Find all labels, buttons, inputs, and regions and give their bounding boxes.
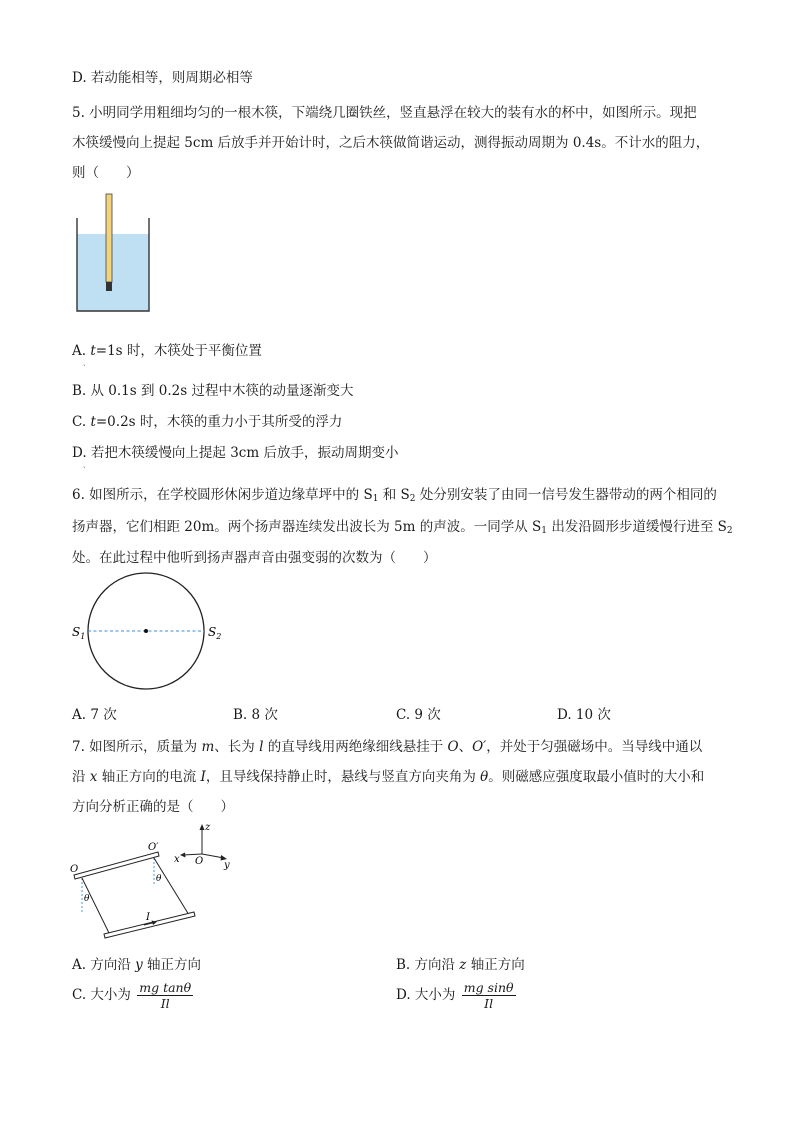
- q6-circle-figure: [66, 570, 236, 695]
- q6-stem-line1: 6. 如图所示，在学校圆形休闲步道边缘草坪中的 $S_1$ 和 $S_2$ 处分别安装了由同一信号发生器带动的两个相同的: [72, 487, 717, 504]
- q5-stem-line3: 则（ ）: [72, 165, 140, 181]
- q5-mark-a: ˎ: [83, 357, 86, 366]
- q5-stem-line2: 木筷缓慢向上提起 5cm 后放手并开始计时，之后木筷做简谐运动，测得振动周期为 0.4s。不计水的阻力，: [72, 135, 710, 151]
- q6-option-a: A. 7 次: [72, 707, 117, 723]
- q7-thread-right: [154, 858, 189, 915]
- q7-option-d-fraction: $\frac{\text{mg sinθ}}{Il}$: [463, 980, 514, 1011]
- q7-option-d: D. 大小为 $\frac{\text{mg sinθ}}{Il}$: [396, 980, 514, 1011]
- q7-wire-figure: [66, 818, 246, 946]
- q7-label-theta-left: θ: [84, 894, 90, 904]
- q5-stem-line1: 5. 小明同学用粗细均匀的一根木筷，下端绕几圈铁丝，竖直悬浮在较大的装有水的杯中，如图所示。现把: [72, 105, 697, 121]
- q7-support-rod: [74, 852, 159, 879]
- q7-label-x: x: [174, 854, 180, 865]
- q5-cup-figure: [74, 190, 154, 316]
- q7-option-a: A. 方向沿 y 轴正方向: [72, 957, 202, 973]
- q5-iron-wire: [106, 282, 112, 291]
- q7-option-c-fraction: $\frac{\text{mg tanθ}}{Il}$: [139, 980, 192, 1011]
- q5-option-b: B. 从 0.1s 到 0.2s 过程中木筷的动量逐渐变大: [72, 383, 354, 399]
- q6-stem-line3: 处。在此过程中他听到扬声器声音由强变弱的次数为（ ）: [72, 550, 437, 566]
- q6-option-b: B. 8 次: [233, 707, 278, 723]
- q7-label-o: O: [70, 864, 79, 875]
- q7-label-current: I: [146, 912, 150, 923]
- q6-label-s2: $S_2$: [208, 625, 222, 641]
- q7-stem-line1: 7. 如图所示，质量为 m、长为 l 的直导线用两绝缘细线悬挂于 O、O′，并处于匀强磁场中。当导线中通以: [72, 739, 703, 755]
- q4-option-d: D. 若动能相等，则周期必相等: [72, 70, 253, 86]
- q7-label-z: z: [205, 822, 211, 833]
- q7-stem-line2: 沿 x 轴正方向的电流 I，且导线保持静止时，悬线与竖直方向夹角为 θ。则磁感应强度取最小值时的大小和: [72, 769, 705, 785]
- q6-label-s1: $S_1$: [72, 625, 86, 641]
- q7-axis-x: [183, 854, 202, 855]
- q5-mark-d: ˎ: [83, 459, 86, 468]
- q5-option-d: D. 若把木筷缓慢向上提起 3cm 后放手，振动周期变小: [72, 445, 399, 461]
- q6-option-c: C. 9 次: [396, 707, 441, 723]
- q7-thread-left: [82, 878, 110, 935]
- q6-stem-line2: 扬声器，它们相距 20m。两个扬声器连续发出波长为 5m 的声波。一同学从 $S_1$ 出发沿圆形步道缓慢行进至 $S_2$: [72, 519, 733, 536]
- q7-label-o2: O′: [148, 842, 159, 853]
- q7-option-c: C. 大小为 $\frac{\text{mg tanθ}}{Il}$: [72, 980, 192, 1011]
- q5-option-c: C. t=0.2s 时，木筷的重力小于其所受的浮力: [72, 414, 343, 430]
- q5-option-a: A. t=1s 时，木筷处于平衡位置: [72, 343, 262, 359]
- q5-chopstick: [106, 194, 112, 282]
- q5-water: [77, 234, 149, 311]
- q7-label-axis-origin: O: [195, 856, 204, 867]
- q7-label-y: y: [224, 860, 230, 871]
- q7-axis-y: [202, 854, 224, 858]
- q7-stem-line3: 方向分析正确的是（ ）: [72, 799, 234, 815]
- q7-label-theta-right: θ: [156, 874, 162, 884]
- q7-option-b: B. 方向沿 z 轴正方向: [396, 957, 525, 973]
- q6-option-d: D. 10 次: [557, 707, 611, 723]
- q6-center-dot: [144, 629, 148, 633]
